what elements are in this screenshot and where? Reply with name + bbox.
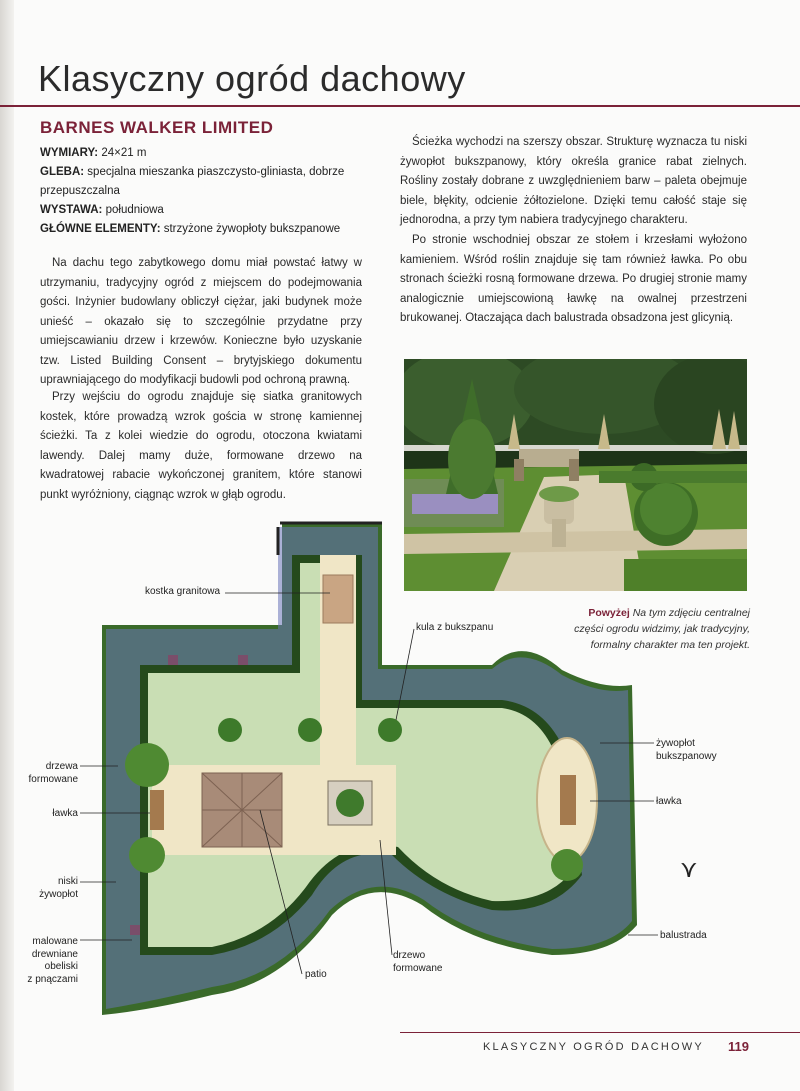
label-patio: patio — [305, 969, 327, 980]
label-drzewa-formowane: drzewa formowane — [28, 761, 78, 785]
label-malowane: malowane drewniane obeliski z pnączami — [27, 936, 78, 985]
label-lawka-left: ławka — [52, 808, 78, 819]
spec-row: GŁÓWNE ELEMENTY: strzyżone żywopłoty bukszpanowe — [40, 223, 341, 235]
photo-caption: Powyżej Na tym zdjęciu centralnej części ogrodu widzimy, jak tradycyjny, formalny charakter ma ten projekt. — [574, 607, 750, 651]
page-title: Klasyczny ogród dachowy — [38, 58, 466, 99]
label-lawka-right: ławka — [656, 796, 682, 807]
label-niski: niski żywopłot — [39, 876, 78, 900]
north-arrow-icon: ⋎ — [680, 856, 698, 883]
body-paragraph: Po stronie wschodniej obszar ze stołem i krzesłami wyłożono kamieniem. Wśród roślin znajduje się tam również ławka. Po obu stronach ścieżki rosną formowane drzewa. Po drugiej stronie mamy analogicznie umiejscowioną ławkę na owalnej przestrzeni brukowanej. Otaczająca dach balustrada obsadzona jest glicynią. — [400, 234, 747, 324]
label-zywoplot: żywopłot bukszpanowy — [656, 738, 717, 762]
spec-row: GLEBA: specjalna mieszanka piaszczysto-gliniasta, dobrze przepuszczalna — [40, 166, 345, 197]
spec-row: WYSTAWA: południowa — [40, 204, 164, 216]
body-paragraph: Ścieżka wychodzi na szerszy obszar. Strukturę wyznacza tu niski żywopłot bukszpanowy, który określa granice rabat zielnych. Rośliny zostały dobrane z uwzględnieniem barw – paleta obejmuje biele, błękity, odcienie żółtozielone. Dzięki temu całość staje się jednorodna, a przy tym nabiera tradycyjnego charakteru. — [400, 136, 747, 226]
label-drzewo: drzewo formowane — [393, 950, 443, 974]
company-name: BARNES WALKER LIMITED — [40, 118, 274, 137]
footer-rule — [400, 1032, 800, 1033]
spec-row: WYMIARY: 24×21 m — [40, 147, 147, 159]
label-kostka: kostka granitowa — [145, 586, 221, 597]
page-number: 119 — [728, 1039, 749, 1054]
running-footer: KLASYCZNY OGRÓD DACHOWY — [483, 1041, 704, 1053]
label-kula: kula z bukszpanu — [416, 622, 494, 633]
label-balustrada: balustrada — [660, 930, 707, 941]
body-paragraph: Na dachu tego zabytkowego domu miał powstać łatwy w utrzymaniu, tradycyjny ogród z miejscem do podejmowania gości. Inżynier budowlany obliczył ciężar, jaki budynek może unieść – okazało się to szczególnie przydatne przy umiejscawianiu drzew i krzewów. Konieczne było uzyskanie tzw. Listed Building Consent – brytyjskiego dokumentu uprawniającego do modyfikacji budowli pod ochroną prawną. — [40, 257, 362, 386]
body-paragraph: Przy wejściu do ogrodu znajduje się siatka granitowych kostek, które prowadzą wzrok gościa w stronę kamiennej ścieżki. Ta z kolei wiedzie do ogrodu, otoczona kwiatami lawendy. Dalej mamy duże, formowane drzewo na kwadratowej rabacie wykończonej granitem, które stanowi punkt wyróżniony, ciągnąc wzrok w głąb ogrodu. — [40, 391, 362, 501]
